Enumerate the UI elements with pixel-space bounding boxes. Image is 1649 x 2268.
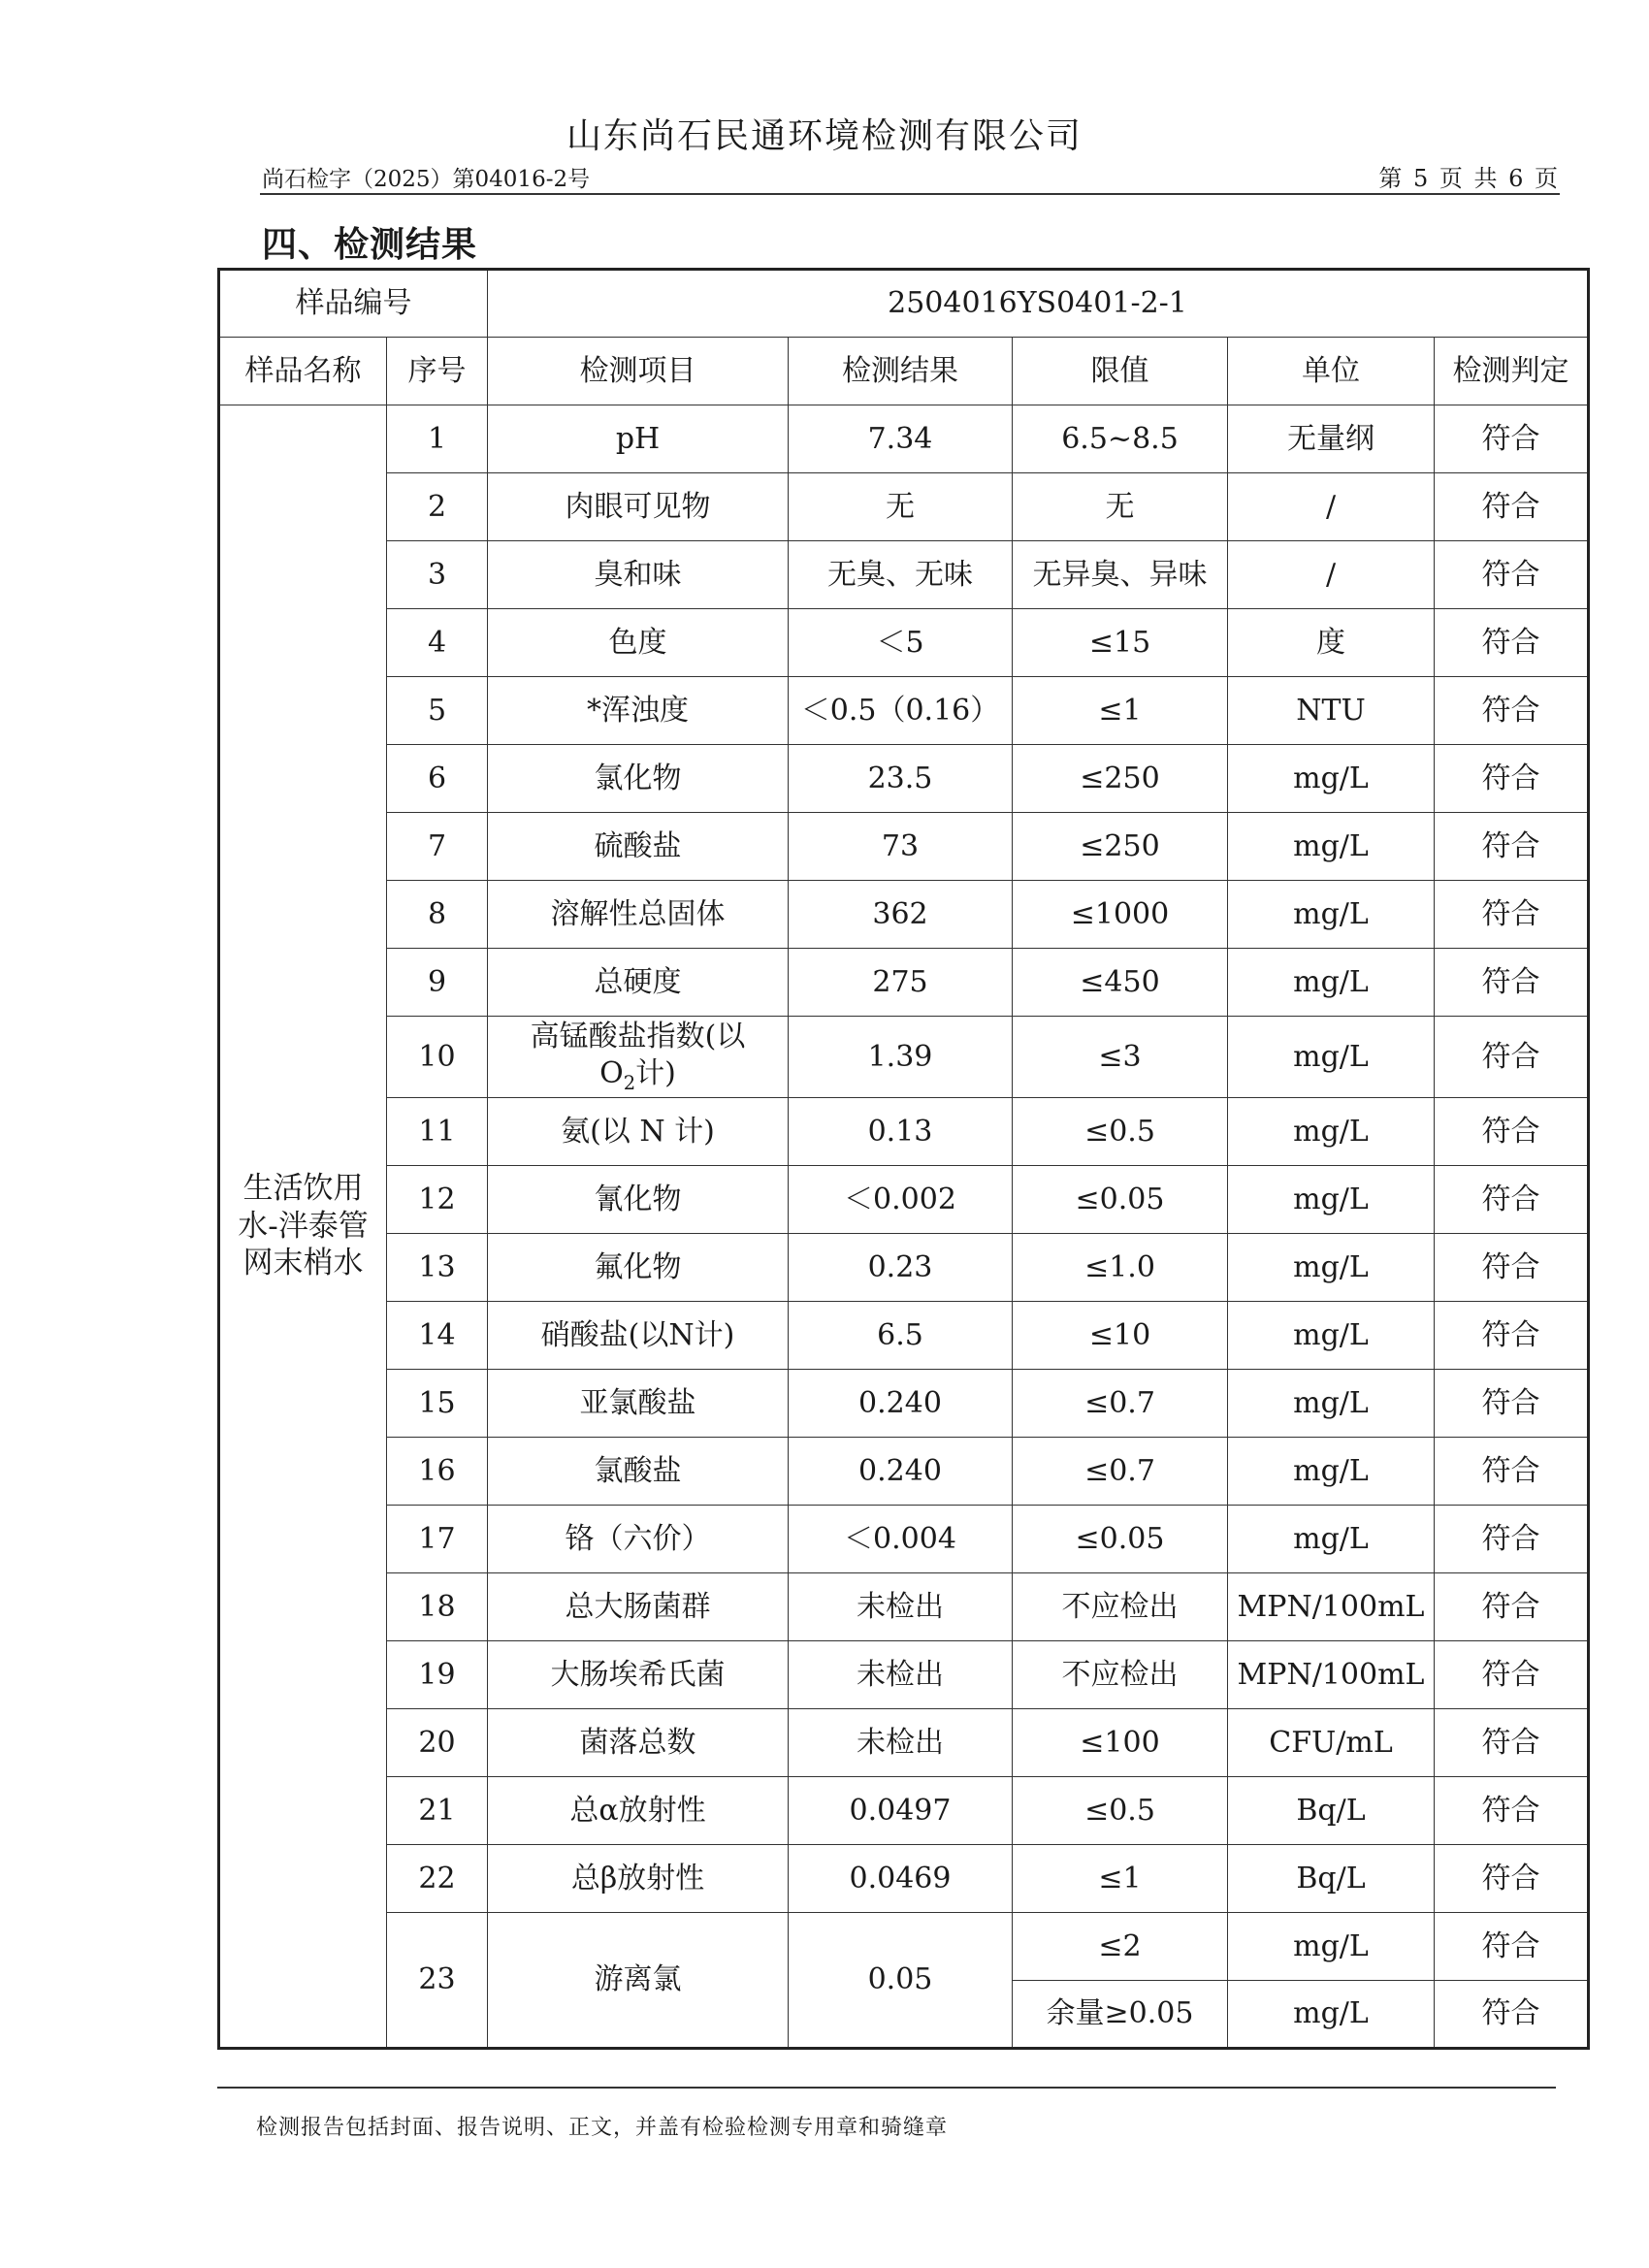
row-limit: 无 [1013, 473, 1228, 541]
row-result: 23.5 [789, 745, 1013, 813]
col-header-item: 检测项目 [488, 338, 789, 405]
row-no: 9 [387, 949, 488, 1017]
row-no: 3 [387, 541, 488, 609]
row-unit: Bq/L [1228, 1845, 1435, 1913]
row-judge: 符合 [1435, 405, 1589, 473]
row-judge: 符合 [1435, 1845, 1589, 1913]
table-row [219, 1573, 1589, 1641]
row-no: 17 [387, 1506, 488, 1573]
row-limit: ≤1 [1013, 677, 1228, 745]
row-no: 12 [387, 1166, 488, 1234]
row-unit: mg/L [1228, 1370, 1435, 1438]
row-limit: ≤0.5 [1013, 1098, 1228, 1166]
row-limit: ≤0.7 [1013, 1370, 1228, 1438]
header-row [219, 338, 1589, 405]
table-row [219, 541, 1589, 609]
row-item: 亚氯酸盐 [488, 1370, 789, 1438]
row-judge: 符合 [1435, 1370, 1589, 1438]
row-judge: 符合 [1435, 1234, 1589, 1302]
row-item: 氯化物 [488, 745, 789, 813]
row-unit: mg/L [1228, 813, 1435, 881]
row-limit: ≤0.5 [1013, 1777, 1228, 1845]
table-row [219, 1709, 1589, 1777]
row-item [488, 1017, 789, 1098]
row-item: 硝酸盐(以N计) [488, 1302, 789, 1370]
row-item: 游离氯 [488, 1913, 789, 2049]
row-limit: ≤2 [1013, 1913, 1228, 1981]
col-header-unit: 单位 [1228, 338, 1435, 405]
row-limit: ≤0.05 [1013, 1166, 1228, 1234]
row-result: 362 [789, 881, 1013, 949]
row-judge: 符合 [1435, 1709, 1589, 1777]
row-item: 硫酸盐 [488, 813, 789, 881]
row-no: 7 [387, 813, 488, 881]
row-item-line1: 高锰酸盐指数(以 [530, 1020, 746, 1054]
row-unit: mg/L [1228, 1506, 1435, 1573]
row-limit: ≤250 [1013, 813, 1228, 881]
row-judge: 符合 [1435, 1017, 1589, 1098]
row-item: 肉眼可见物 [488, 473, 789, 541]
row-result: 0.240 [789, 1370, 1013, 1438]
table-row [219, 405, 1589, 473]
row-no: 5 [387, 677, 488, 745]
table-row [219, 1234, 1589, 1302]
table-row [219, 1438, 1589, 1506]
row-limit: 6.5~8.5 [1013, 405, 1228, 473]
row-limit: 余量≥0.05 [1013, 1981, 1228, 2049]
row-unit: MPN/100mL [1228, 1641, 1435, 1709]
row-unit: CFU/mL [1228, 1709, 1435, 1777]
row-no: 19 [387, 1641, 488, 1709]
row-item: *浑浊度 [488, 677, 789, 745]
col-header-judge: 检测判定 [1435, 338, 1589, 405]
row-unit: mg/L [1228, 1234, 1435, 1302]
table-row [219, 1506, 1589, 1573]
row-result: ＜0.5（0.16） [789, 677, 1013, 745]
row-item: 大肠埃希氏菌 [488, 1641, 789, 1709]
row-no: 1 [387, 405, 488, 473]
table-row [219, 1913, 1589, 1981]
row-judge: 符合 [1435, 1913, 1589, 1981]
row-unit: mg/L [1228, 1302, 1435, 1370]
row-limit: ≤0.7 [1013, 1438, 1228, 1506]
row-no: 6 [387, 745, 488, 813]
row-limit: ≤3 [1013, 1017, 1228, 1098]
row-item: 总β放射性 [488, 1845, 789, 1913]
row-limit: ≤15 [1013, 609, 1228, 677]
row-judge: 符合 [1435, 677, 1589, 745]
sample-no-value: 2504016YS0401-2-1 [488, 270, 1589, 338]
table-row [219, 949, 1589, 1017]
row-item: 溶解性总固体 [488, 881, 789, 949]
section-title: 四、检测结果 [262, 224, 478, 265]
row-judge: 符合 [1435, 541, 1589, 609]
row-judge: 符合 [1435, 949, 1589, 1017]
row-unit: mg/L [1228, 1438, 1435, 1506]
row-item: 总硬度 [488, 949, 789, 1017]
row-judge: 符合 [1435, 1166, 1589, 1234]
table-row [219, 745, 1589, 813]
row-result: 6.5 [789, 1302, 1013, 1370]
row-result: ＜0.004 [789, 1506, 1013, 1573]
table-row [219, 881, 1589, 949]
row-item: 臭和味 [488, 541, 789, 609]
row-no: 8 [387, 881, 488, 949]
col-header-no: 序号 [387, 338, 488, 405]
row-result: 未检出 [789, 1573, 1013, 1641]
row-result: 0.23 [789, 1234, 1013, 1302]
table-row [219, 1098, 1589, 1166]
row-result: 1.39 [789, 1017, 1013, 1098]
row-limit: 不应检出 [1013, 1641, 1228, 1709]
row-unit: Bq/L [1228, 1777, 1435, 1845]
row-unit: / [1228, 473, 1435, 541]
row-unit: mg/L [1228, 1017, 1435, 1098]
results-table [217, 268, 1590, 2050]
row-result: 未检出 [789, 1709, 1013, 1777]
row-item: 氟化物 [488, 1234, 789, 1302]
row-result: ＜0.002 [789, 1166, 1013, 1234]
table-row [219, 1017, 1589, 1098]
row-item-sub: 2 [623, 1071, 636, 1094]
row-limit: ≤450 [1013, 949, 1228, 1017]
row-judge: 符合 [1435, 745, 1589, 813]
row-unit: / [1228, 541, 1435, 609]
row-item: 铬（六价） [488, 1506, 789, 1573]
row-judge: 符合 [1435, 1302, 1589, 1370]
table-row [219, 677, 1589, 745]
row-result: 0.05 [789, 1913, 1013, 2049]
table-row [219, 1302, 1589, 1370]
row-result: 未检出 [789, 1641, 1013, 1709]
row-limit: ≤1000 [1013, 881, 1228, 949]
row-no: 4 [387, 609, 488, 677]
header-rule [260, 193, 1560, 195]
row-limit: ≤100 [1013, 1709, 1228, 1777]
row-limit: 无异臭、异味 [1013, 541, 1228, 609]
row-result: 73 [789, 813, 1013, 881]
row-limit: ≤10 [1013, 1302, 1228, 1370]
row-result: 0.240 [789, 1438, 1013, 1506]
page-number: 第 5 页 共 6 页 [1378, 165, 1560, 192]
sample-no-label: 样品编号 [219, 270, 488, 338]
row-unit: 度 [1228, 609, 1435, 677]
row-item: 菌落总数 [488, 1709, 789, 1777]
table-row [219, 813, 1589, 881]
footer-rule [217, 2087, 1556, 2089]
row-judge: 符合 [1435, 473, 1589, 541]
row-unit: MPN/100mL [1228, 1573, 1435, 1641]
row-judge: 符合 [1435, 1506, 1589, 1573]
row-unit: mg/L [1228, 1913, 1435, 1981]
row-result: 7.34 [789, 405, 1013, 473]
row-unit: NTU [1228, 677, 1435, 745]
row-unit: mg/L [1228, 745, 1435, 813]
company-name: 山东尚石民通环境检测有限公司 [566, 116, 1083, 156]
row-unit: mg/L [1228, 1981, 1435, 2049]
row-no: 15 [387, 1370, 488, 1438]
col-header-sample-name: 样品名称 [219, 338, 387, 405]
row-no: 21 [387, 1777, 488, 1845]
row-result: 0.0469 [789, 1845, 1013, 1913]
report-number: 尚石检字（2025）第04016-2号 [262, 167, 591, 192]
sample-name-cell: 生活饮用水-泮泰管网末梢水 [219, 405, 387, 2049]
row-no: 11 [387, 1098, 488, 1166]
row-result: 无臭、无味 [789, 541, 1013, 609]
table-row [219, 1777, 1589, 1845]
row-limit: ≤1.0 [1013, 1234, 1228, 1302]
row-no: 2 [387, 473, 488, 541]
row-unit: mg/L [1228, 881, 1435, 949]
row-limit: 不应检出 [1013, 1573, 1228, 1641]
footer-note: 检测报告包括封面、报告说明、正文，并盖有检验检测专用章和骑缝章 [256, 2116, 949, 2140]
col-header-limit: 限值 [1013, 338, 1228, 405]
sample-no-row [219, 270, 1589, 338]
row-unit: mg/L [1228, 949, 1435, 1017]
table-row [219, 1641, 1589, 1709]
row-no: 14 [387, 1302, 488, 1370]
row-judge: 符合 [1435, 1641, 1589, 1709]
row-no: 10 [387, 1017, 488, 1098]
table-row [219, 609, 1589, 677]
row-unit: 无量纲 [1228, 405, 1435, 473]
row-judge: 符合 [1435, 1098, 1589, 1166]
row-result: 275 [789, 949, 1013, 1017]
row-judge: 符合 [1435, 1438, 1589, 1506]
row-judge: 符合 [1435, 1981, 1589, 2049]
row-unit: mg/L [1228, 1098, 1435, 1166]
row-item: 总大肠菌群 [488, 1573, 789, 1641]
row-no: 18 [387, 1573, 488, 1641]
row-result: 0.13 [789, 1098, 1013, 1166]
row-unit: mg/L [1228, 1166, 1435, 1234]
row-item: 氰化物 [488, 1166, 789, 1234]
row-no: 16 [387, 1438, 488, 1506]
row-no: 23 [387, 1913, 488, 2049]
row-judge: 符合 [1435, 609, 1589, 677]
row-item: 总α放射性 [488, 1777, 789, 1845]
row-item: 氨(以 N 计) [488, 1098, 789, 1166]
row-no: 20 [387, 1709, 488, 1777]
table-row [219, 1166, 1589, 1234]
row-limit: ≤1 [1013, 1845, 1228, 1913]
row-item-o: O [599, 1055, 624, 1090]
row-item-tail: 计) [635, 1055, 676, 1090]
row-result: 0.0497 [789, 1777, 1013, 1845]
row-limit: ≤0.05 [1013, 1506, 1228, 1573]
row-item: pH [488, 405, 789, 473]
row-result: ＜5 [789, 609, 1013, 677]
row-item: 色度 [488, 609, 789, 677]
table-row [219, 1370, 1589, 1438]
row-no: 13 [387, 1234, 488, 1302]
row-judge: 符合 [1435, 1777, 1589, 1845]
table-row [219, 473, 1589, 541]
row-judge: 符合 [1435, 1573, 1589, 1641]
col-header-result: 检测结果 [789, 338, 1013, 405]
row-judge: 符合 [1435, 813, 1589, 881]
row-item: 氯酸盐 [488, 1438, 789, 1506]
row-no: 22 [387, 1845, 488, 1913]
row-result: 无 [789, 473, 1013, 541]
row-judge: 符合 [1435, 881, 1589, 949]
row-limit: ≤250 [1013, 745, 1228, 813]
table-row [219, 1845, 1589, 1913]
